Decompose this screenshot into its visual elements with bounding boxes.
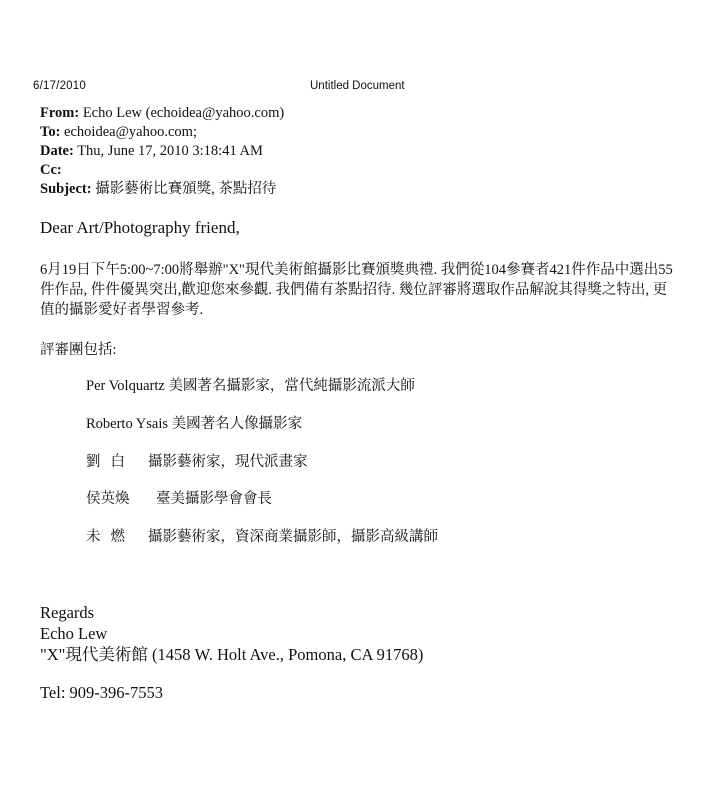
body-paragraph: 6月19日下午5:00~7:00將舉辦"X"現代美術館攝影比賽頒獎典禮. 我們從104參賽者421件作品中選出55件作品, 件件優異突出,歡迎您來參觀. 我們備有茶點招待. 幾位評審將選取作品解說其得獎之特出, 更值的攝影愛好者學習參考. <box>40 262 673 318</box>
judge-name: Roberto Ysais <box>86 416 169 432</box>
subject-label: Subject: <box>40 181 92 197</box>
cc-label: Cc: <box>40 162 62 178</box>
cc-row <box>40 161 284 180</box>
regards-text: Regards <box>40 603 95 622</box>
judge-item <box>86 450 308 471</box>
to-label: To: <box>40 124 61 140</box>
to-value: echoidea@yahoo.com; <box>64 124 197 140</box>
judge-desc: 攝影藝術家，資深商業攝影師，攝影高級講師 <box>148 529 438 545</box>
judge-item <box>86 525 438 546</box>
date-value: Thu, June 17, 2010 3:18:41 AM <box>77 143 263 159</box>
sender-name: Echo Lew <box>40 624 108 643</box>
judge-item <box>86 374 415 395</box>
judge-item <box>86 487 272 508</box>
judge-desc: 美國著名攝影家，當代純攝影流派大師 <box>164 378 415 394</box>
telephone: Tel: 909-396-7553 <box>40 683 164 702</box>
from-row <box>40 104 284 123</box>
judge-item <box>86 412 302 433</box>
from-value: Echo Lew (echoidea@yahoo.com) <box>82 105 285 121</box>
date-label: Date: <box>40 143 74 159</box>
print-title: Untitled Document <box>310 80 405 92</box>
judge-desc: 攝影藝術家，現代派畫家 <box>148 454 308 470</box>
organization-address: "X"現代美術館 (1458 W. Holt Ave., Pomona, CA 91768) <box>40 645 424 664</box>
judge-name: Per Volquartz <box>86 378 165 394</box>
print-date: 6/17/2010 <box>33 80 86 92</box>
judge-name: 未燃 <box>86 529 135 545</box>
subject-row <box>40 180 284 199</box>
print-header <box>0 80 718 98</box>
email-headers <box>40 104 284 199</box>
judge-name: 侯英煥 <box>86 491 130 507</box>
judge-desc: 美國著名人像攝影家 <box>168 416 303 432</box>
signature-block <box>40 602 423 665</box>
to-row <box>40 123 284 142</box>
subject-value: 攝影藝術比賽頒獎, 茶點招待 <box>95 181 277 197</box>
date-row <box>40 142 284 161</box>
judging-panel-title: 評審團包括: <box>40 342 117 358</box>
greeting: Dear Art/Photography friend, <box>40 218 240 237</box>
judge-name: 劉白 <box>86 454 135 470</box>
from-label: From: <box>40 105 80 121</box>
judge-desc: 臺美攝影學會會長 <box>156 491 272 507</box>
